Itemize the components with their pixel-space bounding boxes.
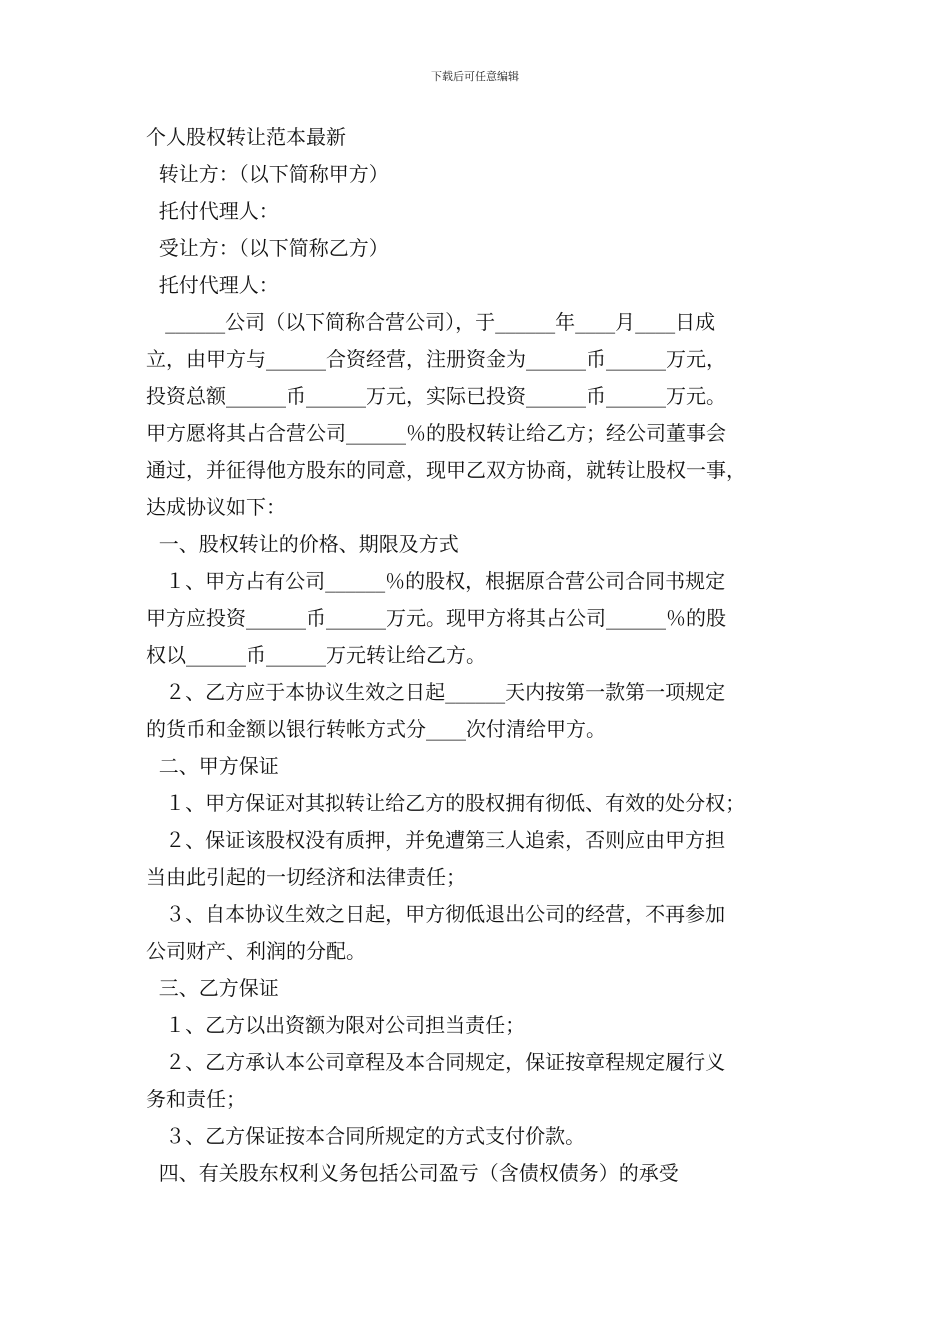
body-line: 转让方：（以下简称甲方） (146, 162, 389, 186)
body-line: ３、乙方保证按本合同所规定的方式支付价款。 (146, 1124, 586, 1148)
body-line: ２、保证该股权没有质押，并免遭第三人追索，否则应由甲方担 (146, 828, 726, 852)
body-line: ３、自本协议生效之日起，甲方彻低退出公司的经营，不再参加 (146, 902, 726, 926)
body-line: 二、甲方保证 (146, 754, 279, 778)
body-line: 公司财产、利润的分配。 (146, 939, 366, 963)
body-line: 投资总额______币______万元，实际已投资______币______万元。 (146, 384, 726, 408)
body-line: １、甲方保证对其拟转让给乙方的股权拥有彻低、有效的处分权； (146, 791, 746, 815)
body-line: 通过，并征得他方股东的同意，现甲乙双方协商，就转让股权一事， (146, 458, 746, 482)
body-line: 甲方应投资______币______万元。现甲方将其占公司______％的股 (146, 606, 726, 630)
body-line: 的货币和金额以银行转帐方式分____次付清给甲方。 (146, 717, 606, 741)
body-line: 权以______币______万元转让给乙方。 (146, 643, 486, 667)
body-line: 达成协议如下： (146, 495, 286, 519)
body-line: １、乙方以出资额为限对公司担当责任； (146, 1013, 526, 1037)
document-title: 个人股权转让范本最新 (146, 125, 346, 149)
body-line: ２、乙方应于本协议生效之日起______天内按第一款第一项规定 (146, 680, 726, 704)
body-line: １、甲方占有公司______％的股权，根据原合营公司合同书规定 (146, 569, 726, 593)
body-line: 务和责任； (146, 1087, 246, 1111)
body-line: 托付代理人： (146, 199, 279, 223)
body-line: 托付代理人： (146, 273, 279, 297)
body-line: 甲方愿将其占合营公司______％的股权转让给乙方；经公司董事会 (146, 421, 726, 445)
body-line: 一、股权转让的价格、期限及方式 (146, 532, 459, 556)
body-line: 三、乙方保证 (146, 976, 279, 1000)
body-line: ______公司（以下简称合营公司），于______年____月____日成 (146, 310, 716, 334)
body-line: 当由此引起的一切经济和法律责任； (146, 865, 466, 889)
header-note: 下载后可任意编辑 (431, 70, 519, 83)
body-line: 立，由甲方与______合资经营，注册资金为______币______万元， (146, 347, 726, 371)
body-line: ２、乙方承认本公司章程及本合同规定，保证按章程规定履行义 (146, 1050, 726, 1074)
body-line: 四、有关股东权利义务包括公司盈亏（含债权债务）的承受 (146, 1161, 679, 1185)
body-line: 受让方：（以下简称乙方） (146, 236, 389, 260)
